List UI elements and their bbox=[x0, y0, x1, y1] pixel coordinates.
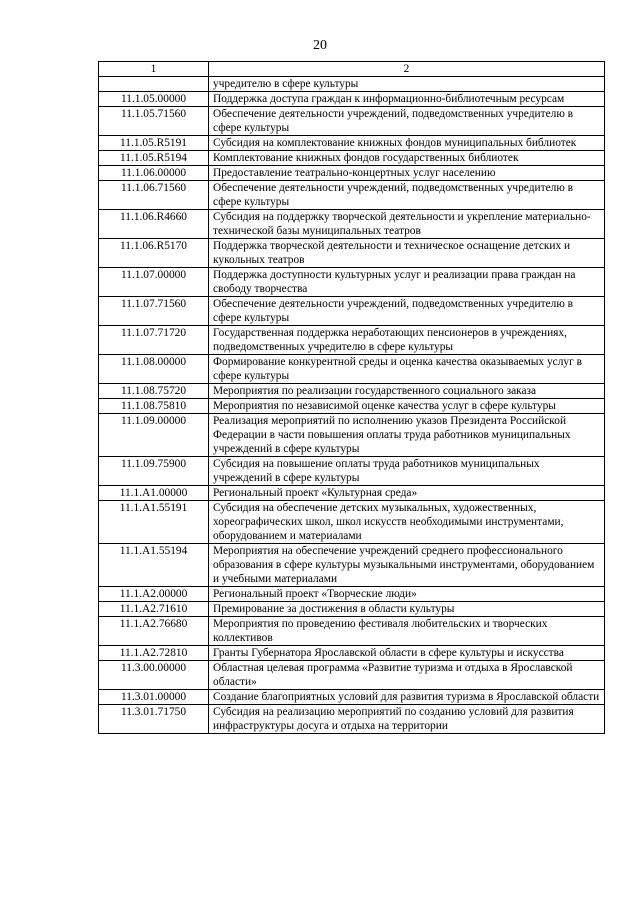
row-name: Субсидия на обеспечение детских музыкальных, художественных, хореографических школ, школ искусств необходимыми инструментами, оборудованием и материалами bbox=[209, 501, 605, 544]
row-code: 11.1.A2.76680 bbox=[99, 617, 209, 646]
row-code: 11.3.00.00000 bbox=[99, 661, 209, 690]
table-row bbox=[99, 617, 605, 646]
table-row bbox=[99, 602, 605, 617]
row-code: 11.1.A2.00000 bbox=[99, 587, 209, 602]
row-name: Областная целевая программа «Развитие туризма и отдыха в Ярославской области» bbox=[209, 661, 605, 690]
row-name: Обеспечение деятельности учреждений, подведомственных учредителю в сфере культуры bbox=[209, 181, 605, 210]
row-code: 11.1.06.R4660 bbox=[99, 210, 209, 239]
table-row bbox=[99, 136, 605, 151]
row-code: 11.1.06.71560 bbox=[99, 181, 209, 210]
row-name: Субсидия на реализацию мероприятий по созданию условий для развития инфраструктуры досуга и отдыха на территории bbox=[209, 705, 605, 734]
table-row bbox=[99, 239, 605, 268]
table-row bbox=[99, 587, 605, 602]
row-code: 11.1.06.00000 bbox=[99, 166, 209, 181]
table-row bbox=[99, 384, 605, 399]
row-code: 11.1.05.00000 bbox=[99, 92, 209, 107]
row-code: 11.1.09.75900 bbox=[99, 457, 209, 486]
table-row bbox=[99, 166, 605, 181]
row-name: Комплектование книжных фондов государственных библиотек bbox=[209, 151, 605, 166]
table-row bbox=[99, 457, 605, 486]
row-code: 11.1.08.75720 bbox=[99, 384, 209, 399]
row-name: Мероприятия по проведению фестиваля любительских и творческих коллективов bbox=[209, 617, 605, 646]
row-code: 11.1.05.71560 bbox=[99, 107, 209, 136]
page-number: 20 bbox=[313, 38, 327, 53]
table-header-row bbox=[99, 62, 605, 77]
row-code: 11.1.08.00000 bbox=[99, 355, 209, 384]
table-row bbox=[99, 355, 605, 384]
row-name: Субсидия на комплектование книжных фондов муниципальных библиотек bbox=[209, 136, 605, 151]
table-body bbox=[99, 77, 605, 734]
table-row bbox=[99, 486, 605, 501]
row-code: 11.1.05.R5191 bbox=[99, 136, 209, 151]
row-code: 11.1.05.R5194 bbox=[99, 151, 209, 166]
row-name: Субсидия на повышение оплаты труда работников муниципальных учреждений в сфере культуры bbox=[209, 457, 605, 486]
row-code: 11.3.01.71750 bbox=[99, 705, 209, 734]
row-name: Мероприятия по реализации государственного социального заказа bbox=[209, 384, 605, 399]
row-name: Поддержка доступа граждан к информационно-библиотечным ресурсам bbox=[209, 92, 605, 107]
table-row bbox=[99, 705, 605, 734]
row-name: Обеспечение деятельности учреждений, подведомственных учредителю в сфере культуры bbox=[209, 297, 605, 326]
row-name: Реализация мероприятий по исполнению указов Президента Российской Федерации в части повышения оплаты труда работников муниципальных учреждений в сфере культуры bbox=[209, 414, 605, 457]
row-name: Поддержка доступности культурных услуг и реализации права граждан на свободу творчества bbox=[209, 268, 605, 297]
table-row bbox=[99, 77, 605, 92]
column-header-1: 1 bbox=[99, 62, 209, 77]
budget-classification-table bbox=[98, 61, 605, 734]
row-code: 11.1.07.71720 bbox=[99, 326, 209, 355]
row-code: 11.1.A2.71610 bbox=[99, 602, 209, 617]
row-code bbox=[99, 77, 209, 92]
row-name: Предоставление театрально-концертных услуг населению bbox=[209, 166, 605, 181]
table-row bbox=[99, 107, 605, 136]
row-name: Региональный проект «Культурная среда» bbox=[209, 486, 605, 501]
row-code: 11.1.06.R5170 bbox=[99, 239, 209, 268]
column-header-2: 2 bbox=[209, 62, 605, 77]
table-row bbox=[99, 661, 605, 690]
row-code: 11.1.09.00000 bbox=[99, 414, 209, 457]
table-row bbox=[99, 690, 605, 705]
table-row bbox=[99, 501, 605, 544]
row-code: 11.1.A1.55191 bbox=[99, 501, 209, 544]
row-name: Премирование за достижения в области культуры bbox=[209, 602, 605, 617]
row-name: Формирование конкурентной среды и оценка качества оказываемых услуг в сфере культуры bbox=[209, 355, 605, 384]
table-row bbox=[99, 210, 605, 239]
row-name: учредителю в сфере культуры bbox=[209, 77, 605, 92]
row-name: Обеспечение деятельности учреждений, подведомственных учредителю в сфере культуры bbox=[209, 107, 605, 136]
row-code: 11.1.07.00000 bbox=[99, 268, 209, 297]
row-name: Субсидия на поддержку творческой деятельности и укрепление материально-технической базы муниципальных театров bbox=[209, 210, 605, 239]
table-row bbox=[99, 268, 605, 297]
row-name: Гранты Губернатора Ярославской области в сфере культуры и искусства bbox=[209, 646, 605, 661]
table-row bbox=[99, 151, 605, 166]
table-row bbox=[99, 414, 605, 457]
table-row bbox=[99, 326, 605, 355]
row-code: 11.1.08.75810 bbox=[99, 399, 209, 414]
row-code: 11.3.01.00000 bbox=[99, 690, 209, 705]
row-name: Поддержка творческой деятельности и техническое оснащение детских и кукольных театров bbox=[209, 239, 605, 268]
row-code: 11.1.07.71560 bbox=[99, 297, 209, 326]
row-name: Создание благоприятных условий для развития туризма в Ярославской области bbox=[209, 690, 605, 705]
table-row bbox=[99, 92, 605, 107]
row-name: Мероприятия по независимой оценке качества услуг в сфере культуры bbox=[209, 399, 605, 414]
row-name: Региональный проект «Творческие люди» bbox=[209, 587, 605, 602]
table-row bbox=[99, 181, 605, 210]
row-code: 11.1.A1.55194 bbox=[99, 544, 209, 587]
row-code: 11.1.A1.00000 bbox=[99, 486, 209, 501]
table-row bbox=[99, 646, 605, 661]
table-row bbox=[99, 544, 605, 587]
table-row bbox=[99, 297, 605, 326]
table-row bbox=[99, 399, 605, 414]
row-name: Мероприятия на обеспечение учреждений среднего профессионального образования в сфере культуры музыкальными инструментами, оборудованием и учебными материалами bbox=[209, 544, 605, 587]
row-code: 11.1.A2.72810 bbox=[99, 646, 209, 661]
row-name: Государственная поддержка неработающих пенсионеров в учреждениях, подведомственных учредителю в сфере культуры bbox=[209, 326, 605, 355]
